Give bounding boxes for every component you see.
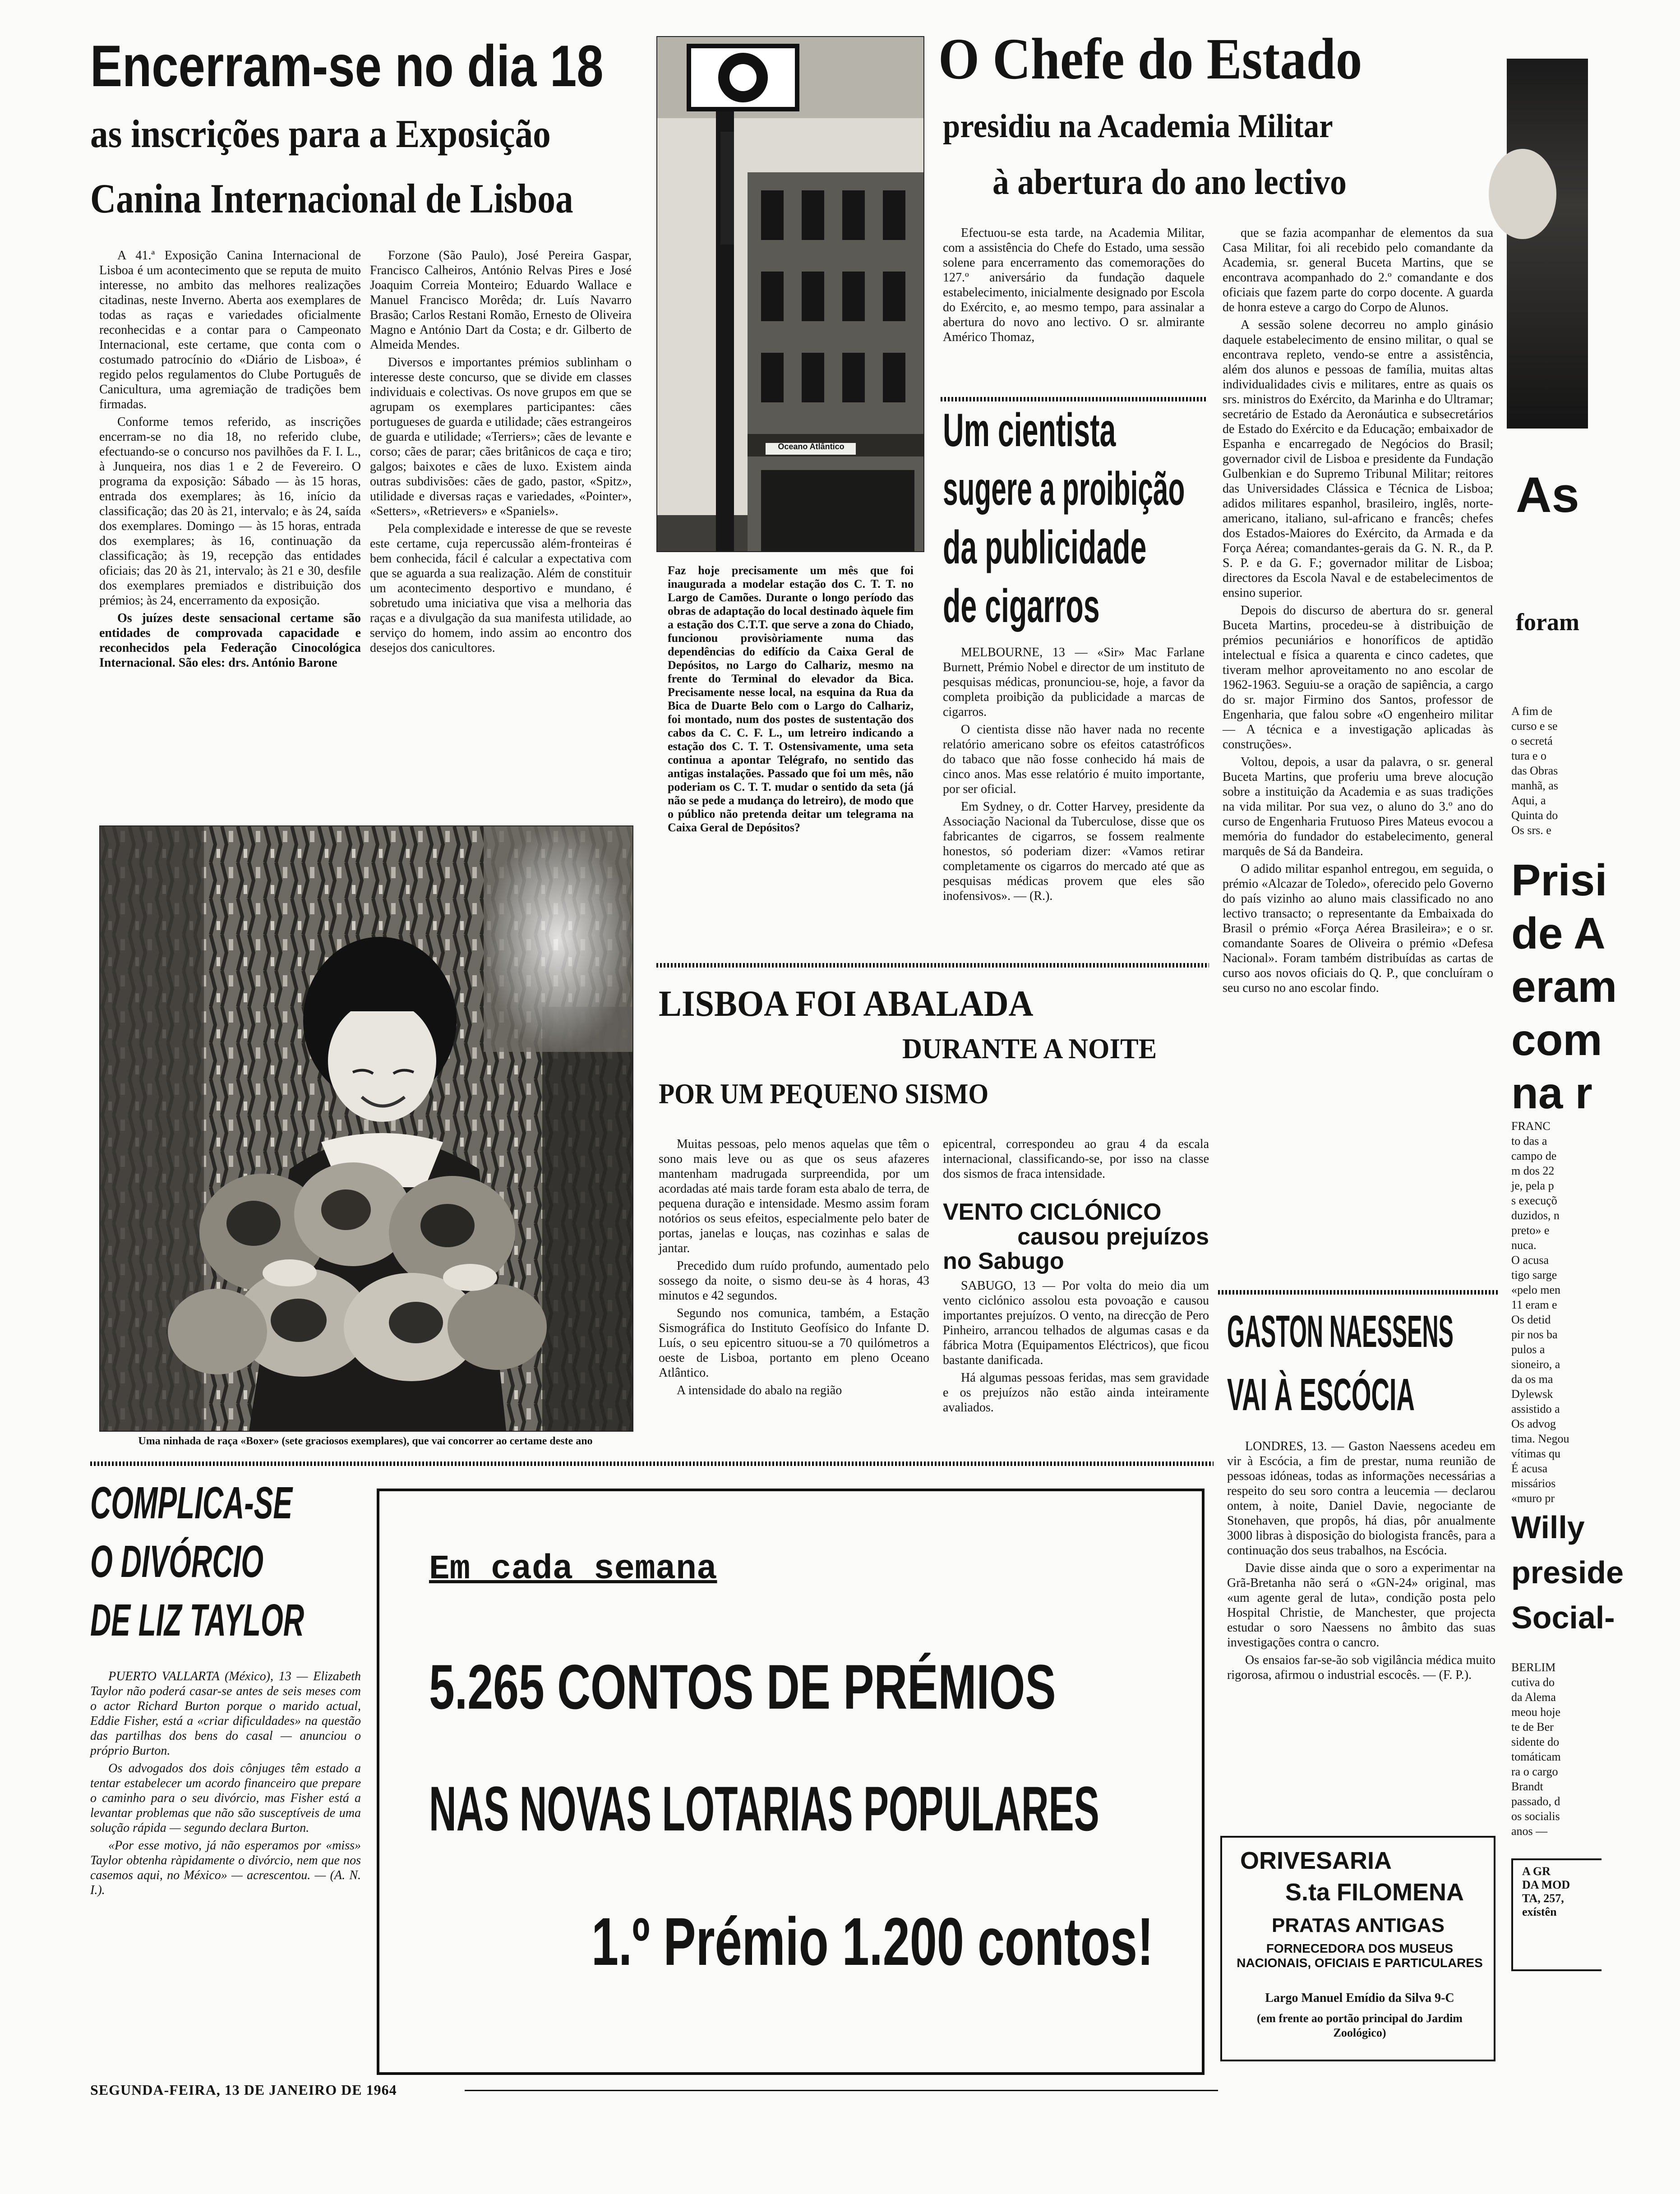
sismo-column-2: epicentral, correspondeu ao grau 4 da escala internacional, classificando-se, por isso na classe dos sismos de fraca intensidade. [943,1137,1209,1181]
edge-headline-willy-1: Willy [1511,1510,1585,1545]
edge-line: to das a [1511,1134,1547,1148]
ad-ourivesaria-line-3: PRATAS ANTIGAS [1272,1914,1445,1936]
dog-show-column-2 [370,248,632,658]
edge-line: FRANC [1511,1120,1551,1133]
paragraph: PUERTO VALLARTA (México), 13 — Elizabeth Taylor não poderá casar-se antes de seis meses com o actor Richard Burton porque o marido actual, Eddie Fisher, está a «criar dificuldades» na questão das partilhas dos bens do casal — anunciou o próprio Burton. [90,1669,361,1758]
edge-line: tomáticam [1511,1750,1561,1763]
headline-liz-1: COMPLICA-SE [90,1478,292,1528]
chefe-column-2 [1223,226,1493,998]
ad-ourivesaria [1220,1836,1495,2061]
edge-line: pulos a [1511,1343,1545,1356]
edge-line: O acusa [1511,1254,1549,1267]
edge-line: pir nos ba [1511,1328,1558,1341]
headline-cientista-1: Um cientista [943,404,1116,456]
edge-line: vítimas qu [1511,1447,1561,1460]
ad-ourivesaria-line-1: ORIVESARIA [1240,1847,1392,1874]
edge-line: meou hoje [1511,1705,1561,1719]
headline-gaston-2: VAI À ESCÓCIA [1227,1369,1415,1420]
dog-photo-caption: Uma ninhada de raça «Boxer» (sete graciosos exemplares), que vai concorrer ao certame deste ano [138,1435,593,1447]
edge-line: tima. Negou [1511,1432,1569,1445]
headline-dog-show-1: Encerram-se no dia 18 [90,33,604,99]
paragraph: SABUGO, 13 — Por volta do meio dia um vento ciclónico assolou esta povoação e causou importantes prejuízos. O vento, na direcção de Pero Pinheiro, arrancou telhados de algumas casas e da fábrica Motra (Equipamentos Eléctricos), que ficou bastante danificada. [943,1278,1209,1367]
paragraph: O cientista disse não haver nada no recente relatório americano sobre os efeitos catastróficos do tabaco que não fosse conhecido há mais de cinco anos. Mas esse relatório é muito importante, por ser oficial. [943,723,1205,796]
headline-sismo-3: POR UM PEQUENO SISMO [659,1078,989,1110]
shop-sign-text: Oceano Atlântico [778,442,845,451]
divider-rule [1218,1290,1498,1295]
photo-boxer-puppies [99,825,633,1432]
article-liz-taylor [90,1480,370,1900]
paragraph: Forzone (São Paulo), José Pereira Gaspar, Francisco Calheiros, António Relvas Pires e José Joaquim Correia Monteiro; Eduardo Wallace e Manuel Francisco Morêda; dr. Luís Navarro Brasão; Carlos Restani Romão, Ernesto de Oliveira Magno e António Dart da Costa; e dr. Gilberto de Almeida Mendes. [370,249,632,352]
headline-vento-2: causou prejuízos [1017,1223,1209,1250]
edge-line: campo de [1511,1149,1557,1162]
edge-line: o secretá [1511,734,1553,747]
paragraph: Muitas pessoas, pelo menos aquelas que têm o sono mais leve ou as que os seus afazeres mantenham madrugada surpreendida, por um acordadas até mais tarde foram esta abalo de terra, de pequena duração e intensidade. Mesmo assim foram notórios os seus efeitos, especialmente pelo bater de portas, janelas e louças, nas cozinhas e salas de jantar. [659,1137,929,1255]
article-dog-show [90,32,632,1447]
edge-line: 11 eram e [1511,1298,1557,1311]
paragraph: A sessão solene decorreu no amplo ginásio daquele estabelecimento de ensino militar, o qual se encontrava repleto, vendo-se entre a assistência, além dos alunos e pessoas de família, muitas altas individualidades civis e militares, entre as quais os srs. ministros do Exército, da Marinha e do Ultramar; secretário de Estado da Aeronáutica e subsecretários de Estado do Exército e da Educação; embaixador de Espanha e encarregado de Negócios do Brasil; governador civil de Lisboa e presidente da Fundação Gulbenkian e do Supremo Tribunal Militar; reitores das Universidades Clássica e Técnica de Lisboa; adidos militares espanhol, brasileiro, inglês, norte-americano, italiano, sul-africano e francês; chefes dos Estados-Maiores do Exército, da Armada e da Força Aérea; comandantes-gerais da G. N. R., da P. S. P. e da G. F.; governador militar de Lisboa; directores da Escola Naval e de estabelecimentos de ensino superior. [1223,318,1493,600]
divider-rule [90,1461,1214,1466]
edge-line: «pelo men [1511,1283,1561,1296]
sismo-column-1 [659,1137,929,1401]
headline-chefe-1: O Chefe do Estado [938,27,1362,92]
edge-headline-pris-2: de A [1511,908,1606,958]
paragraph: Pela complexidade e interesse de que se reveste este certame, cuja repercussão além-fronteiras é bem conhecida, fácil é calcular a expectativa com que se aguarda a sua realização. Além de constituir um acontecimento desportivo e mundano, é sobretudo uma iniciativa que visa a melhoria das raças e a divulgação da sua manifesta utilidade, ao serviço do homem, indo assim ao encontro dos desejos dos canicultores. [370,522,632,655]
headline-cientista-3: da publicidade [943,521,1147,574]
ad-lotaria-line-2: 5.265 CONTOS DE PRÉMIOS [429,1651,1056,1722]
boxer-puppies-image [100,826,632,1431]
edge-line: je, pela p [1511,1179,1554,1192]
ad-lotaria-line-3: NAS NOVAS LOTARIAS POPULARES [429,1773,1099,1844]
edge-line: duzidos, n [1511,1209,1560,1222]
paragraph: MELBOURNE, 13 — «Sir» Mac Farlane Burnett, Prémio Nobel e director de um instituto de pesquisas médicas, pronunciou-se, hoje, a favor da completa proibição da publicidade a marcas de cigarros. [943,645,1205,719]
edge-line: Aqui, a [1511,794,1546,807]
street-photo-caption: Faz hoje precisamente um mês que foi inaugurada a modelar estação dos C. T. T. no Largo de Camões. Durante o longo período das obras de adaptação do local destinado àquele fim a estação dos C.T.T. que serve a zona do Chiado, funcionou provisòriamente numa das dependências do edifício da Caixa Geral de Depósitos, no Largo do Calhariz, mesmo na frente do Terminal do elevador da Bica. Precisamente nesse local, na esquina da Rua da Bica de Duarte Belo com o Largo do Calhariz, foi montado, num dos postes de sustentação dos cabos da C. C. F. L., um letreiro indicando a estação dos C. T. T. Ostensivamente, uma seta continua a apontar Telégrafo, no sentido das antigas instalações. Passado que foi um mês, não poderiam os C. T. T. mudar o sentido da seta (já não se pede a mudança do letreiro), de modo que o público não pretenda deitar um telegrama na Caixa Geral de Depósitos? [668,564,914,834]
paragraph: Depois do discurso de abertura do sr. general Buceta Martins, procedeu-se à distribuição de prémios pecuniários e honoríficos de aptidão intelectual e física a quarenta e cinco cadetes, que tiveram melhor aproveitamento no ano escolar de 1962-1963. Seguiu-se a oração de sapiência, a cargo do sr. major Firmino dos Santos, professor de Engenharia, que falou sobre «O engenheiro militar — A técnica e a investigação aplicadas às construções». [1223,604,1493,751]
paragraph: Em Sydney, o dr. Cotter Harvey, presidente da Associação Nacional da Tuberculose, disse que os fabricantes de cigarros, se fossem realmente honestos, só poderiam dizer: «Vamos retirar completamente os cigarros do mercado até que as pesquisas médicas provem que eles são inofensivos». — (R.). [943,800,1205,903]
paragraph: O adido militar espanhol entregou, em seguida, o prémio «Alcazar de Toledo», oferecido pelo Governo do país vizinho ao aluno mais classificado no ano lectivo transacto; o representante da Embaixada do Brasil o prémio «Força Aérea Brasileira»; e o sr. comandante Soares de Oliveira o prémio «Defesa Nacional». Foram também distribuídas as cartas de curso aos novos oficiais do Q. P., que concluíram o seu curso no ano escolar findo. [1223,862,1493,995]
paragraph: Conforme temos referido, as inscrições encerram-se no dia 18, no referido clube, efectuando-se o concurso nos pavilhões da F. I. L., à Junqueira, nos dias 1 e 2 de Fevereiro. O programa da exposição: Sábado — às 15 horas, entrada dos exemplares; às 16, início da classificação; das 20 às 21, intervalo; e às 24, saída dos exemplares. Domingo — às 15 horas, entrada dos exemplares; às 16, continuação da classificação; às 19, recepção das entidades oficiais; das 20 às 21, intervalo; às 21 e 30, desfile dos exemplares premiados e distribuição dos prémios; às 24, encerramento da exposição. [99,415,361,608]
paragraph: Voltou, depois, a usar da palavra, o sr. general Buceta Martins, que proferiu uma breve alocução sobre a instituição da Academia e as suas tradições na vida militar. Por sua vez, o aluno do 3.º ano do curso de Engenharia Frutuoso Pires Mateus evocou a memória do fundador do estabelecimento, general marquês de Sá da Bandeira. [1223,755,1493,858]
headline-liz-3: DE LIZ TAYLOR [90,1595,305,1646]
dog-show-column-1 [99,248,361,673]
edge-line: Os detid [1511,1313,1551,1326]
headline-chefe-2: presidiu na Academia Militar [943,108,1333,145]
edge-line: ra o cargo [1511,1765,1558,1778]
edge-headline-willy-3: Social- [1511,1600,1615,1635]
divider-rule [941,397,1207,401]
paragraph: Precedido dum ruído profundo, aumentado pelo sossego da noite, o sismo deu-se às 4 horas, 43 minutos e 42 segundos. [659,1259,929,1303]
paragraph: que se fazia acompanhar de elementos da sua Casa Militar, foi ali recebido pelo comandante da Academia, sr. general Buceta Martins, que se encontrava acompanhado do 2.º comandante e dos oficiais que fazem parte do corpo docente. A guarda de honra esteve a cargo do Corpo de Alunos. [1223,226,1493,314]
headline-sismo-2: DURANTE A NOITE [902,1032,1157,1065]
headline-cientista-4: de cigarros [943,580,1100,632]
headline-dog-show-3: Canina Internacional de Lisboa [90,175,573,221]
edge-line: passado, d [1511,1795,1560,1808]
chefe-column-1: Efectuou-se esta tarde, na Academia Militar, com a assistência do Chefe do Estado, uma sessão solene para encerramento das comemorações do 127.º aniversário da fundação daquele estabelecimento, inicialmente designado por Escola do Exército, e, ao mesmo tempo, para assinalar a abertura do novo ano lectivo. O sr. almirante Américo Thomaz, [943,226,1205,344]
edge-line: TA, 257, [1522,1892,1564,1905]
edge-photo [1507,59,1588,429]
edge-line: preto» e [1511,1224,1550,1237]
edge-text-3 [1511,1660,1602,1839]
paragraph: «Por esse motivo, já não esperamos por «miss» Taylor obtenha ràpidamente o divórcio, nem que nos casemos aqui, no México» — acrescentou. — (A. N. I.). [90,1839,361,1897]
ad-ourivesaria-line-2: S.ta FILOMENA [1285,1879,1464,1906]
headline-liz-2: O DIVÓRCIO [90,1536,264,1587]
edge-line: BERLIM [1511,1661,1556,1674]
edge-headline-as: As [1516,467,1579,523]
edge-headline-pris-4: com [1511,1015,1602,1065]
edge-line: sidente do [1511,1735,1560,1748]
edge-line: Os srs. e [1511,824,1551,837]
headline-dog-show-2: as inscrições para a Exposição [90,112,551,156]
edge-headline-willy-2: preside [1511,1555,1624,1590]
edge-line: sioneiro, a [1511,1358,1560,1371]
paragraph: Diversos e importantes prémios sublinham o interesse deste concurso, que se divide em classes individuais e colectivas. Os nove grupos em que se agrupam os exemplares participantes: cães portugueses de guarda e utilidade; cães estrangeiros de guarda e utilidade; «Terriers»; cães de levante e corso; cães de parar; cães britânicos de caça e tiro; galgos; baixotes e cães de luxo. Existem ainda outras subdivisões: cães de gado, pastor, «Spitz», utilidade e diversas raças e variedades, «Pointer», «Setters», «Retrievers» e «Spaniels». [370,355,632,518]
edge-headline-pris-3: eram [1511,962,1617,1011]
paragraph: Há algumas pessoas feridas, mas sem gravidade e os prejuízos não estão ainda inteiramente avaliados. [943,1370,1209,1415]
ad-lotarias-populares [377,1489,1205,2075]
edge-line: Brandt [1511,1780,1543,1793]
headline-chefe-3: à abertura do ano lectivo [992,162,1347,202]
edge-line: Dylewsk [1511,1387,1553,1401]
paragraph: Segundo nos comunica, também, a Estação Sismográfica do Instituto Geofísico do Infante D. Luís, o seu epicentro situou-se a 70 quilómetros a oeste de Lisboa, portanto em pleno Oceano Atlântico. [659,1306,929,1380]
edge-line: m dos 22 [1511,1164,1555,1177]
edge-line: te de Ber [1511,1720,1554,1733]
edge-line: anos — [1511,1825,1548,1838]
ad-lotaria-line-1: Em cada semana [429,1550,717,1589]
edge-headline-pris-1: Prisi [1511,855,1607,905]
paragraph: LONDRES, 13. — Gaston Naessens acedeu em vir à Escócia, a fim de prestar, numa reunião de pessoas idóneas, todas as informações necessárias a respeito do seu soro contra a leucemia — declarou ontem, à noite, Daniel Davie, negociante de Stonehaven, que propôs, há dias, pôr anualmente 3000 libras à disposição do biologista francês, para a continuação dos seus trabalhos, na Escócia. [1227,1439,1495,1558]
edge-line: A GR [1522,1865,1551,1878]
edge-text-1 [1511,704,1602,838]
edge-text-2 [1511,1119,1602,1506]
article-vento [943,1200,1209,1418]
footer-rule [465,2090,1218,2091]
paragraph: Os ensaios far-se-ão sob vigilância médica muito rigorosa, afirmou o industrial escocês. — (F. P.). [1227,1653,1495,1682]
edge-line: Quinta do [1511,809,1558,822]
headline-sismo-1: LISBOA FOI ABALADA [659,983,1034,1024]
edge-line: tigo sarge [1511,1268,1557,1281]
edge-line: os socialis [1511,1810,1560,1823]
edge-line: assistido a [1511,1402,1560,1415]
edge-line: nuca. [1511,1239,1537,1252]
edge-line: É acusa [1511,1462,1548,1475]
edge-line: DA MOD [1522,1878,1570,1891]
edge-line: Os advog [1511,1417,1556,1430]
edge-line: da Alema [1511,1691,1556,1704]
edge-line: A fim de [1511,705,1552,718]
edge-line: «muro pr [1511,1492,1555,1505]
ad-ourivesaria-line-6: (em frente ao portão principal do Jardim Zoológico) [1257,2012,1463,2039]
ad-ourivesaria-line-5: Largo Manuel Emídio da Silva 9-C [1265,1991,1454,2005]
edge-headline-pris-5: na r [1511,1068,1592,1118]
gaston-body [1227,1439,1495,1685]
right-edge-column [1507,0,1624,2194]
headline-vento-1: VENTO CICLÓNICO [943,1199,1162,1225]
edge-line: das Obras [1511,764,1558,777]
edge-line: da os ma [1511,1373,1553,1386]
divider-rule [656,963,1209,968]
paragraph: Davie disse ainda que o soro a experimentar na Grã-Bretanha não será o «GN-24» original, mas «um agente geral de luta», condição posta pelo Hospital Christie, de Manchester, que projecta estudar o soro Naessens no âmbito das suas investigações contra o cancro. [1227,1561,1495,1650]
edge-headline-foram: foram [1516,608,1579,636]
edge-line: curso e se [1511,719,1558,733]
edge-line: tura e o [1511,749,1546,762]
edge-line: cutiva do [1511,1676,1555,1689]
edge-line: exístên [1522,1905,1557,1918]
edge-line: manhã, as [1511,779,1558,792]
photo-street-sign [656,36,924,552]
edge-line: s execuçõ [1511,1194,1557,1207]
paragraph: A intensidade do abalo na região [677,1383,842,1397]
street-sign-image [657,37,923,551]
footer-date: SEGUNDA-FEIRA, 13 DE JANEIRO DE 1964 [90,2082,397,2098]
headline-gaston-1: GASTON NAESSENS [1227,1306,1454,1357]
ad-ourivesaria-line-4: FORNECEDORA DOS MUSEUS NACIONAIS, OFICIAIS E PARTICULARES [1237,1941,1483,1970]
paragraph: Os advogados dos dois cônjuges têm estado a tentar estabelecer um acordo financeiro que prepare o caminho para o seu divórcio, mas Fisher está a levantar problemas que não são susceptíveis de uma solução rápida — segundo declara Burton. [90,1761,361,1835]
paragraph: Os juízes deste sensacional certame são entidades de comprovada capacidade e reconhecidos pela Federação Cinocológica Internacional. São eles: drs. António Barone [99,611,361,670]
headline-cientista-2: sugere a proibição [943,463,1185,515]
edge-ad-box [1511,1858,1602,1971]
edge-line: missários [1511,1477,1556,1490]
headline-vento-3: no Sabugo [943,1248,1064,1275]
paragraph: A 41.ª Exposição Canina Internacional de Lisboa é um acontecimento que se reputa de muito interesse, no ambito das melhores realizações citadinas, neste Inverno. Aberta aos exemplares de todas as raças e variedades oficialmente reconhecidas e a contar para o Campeonato Internacional, este certame, que conta com o costumado patrocínio do «Diário de Lisboa», é regido pelos regulamentos do Clube Português de Canicultura, uma agremiação de tradições bem firmadas. [99,249,361,411]
cientista-body [943,645,1205,906]
ad-lotaria-line-4: 1.º Prémio 1.200 contos! [591,1904,1154,1979]
